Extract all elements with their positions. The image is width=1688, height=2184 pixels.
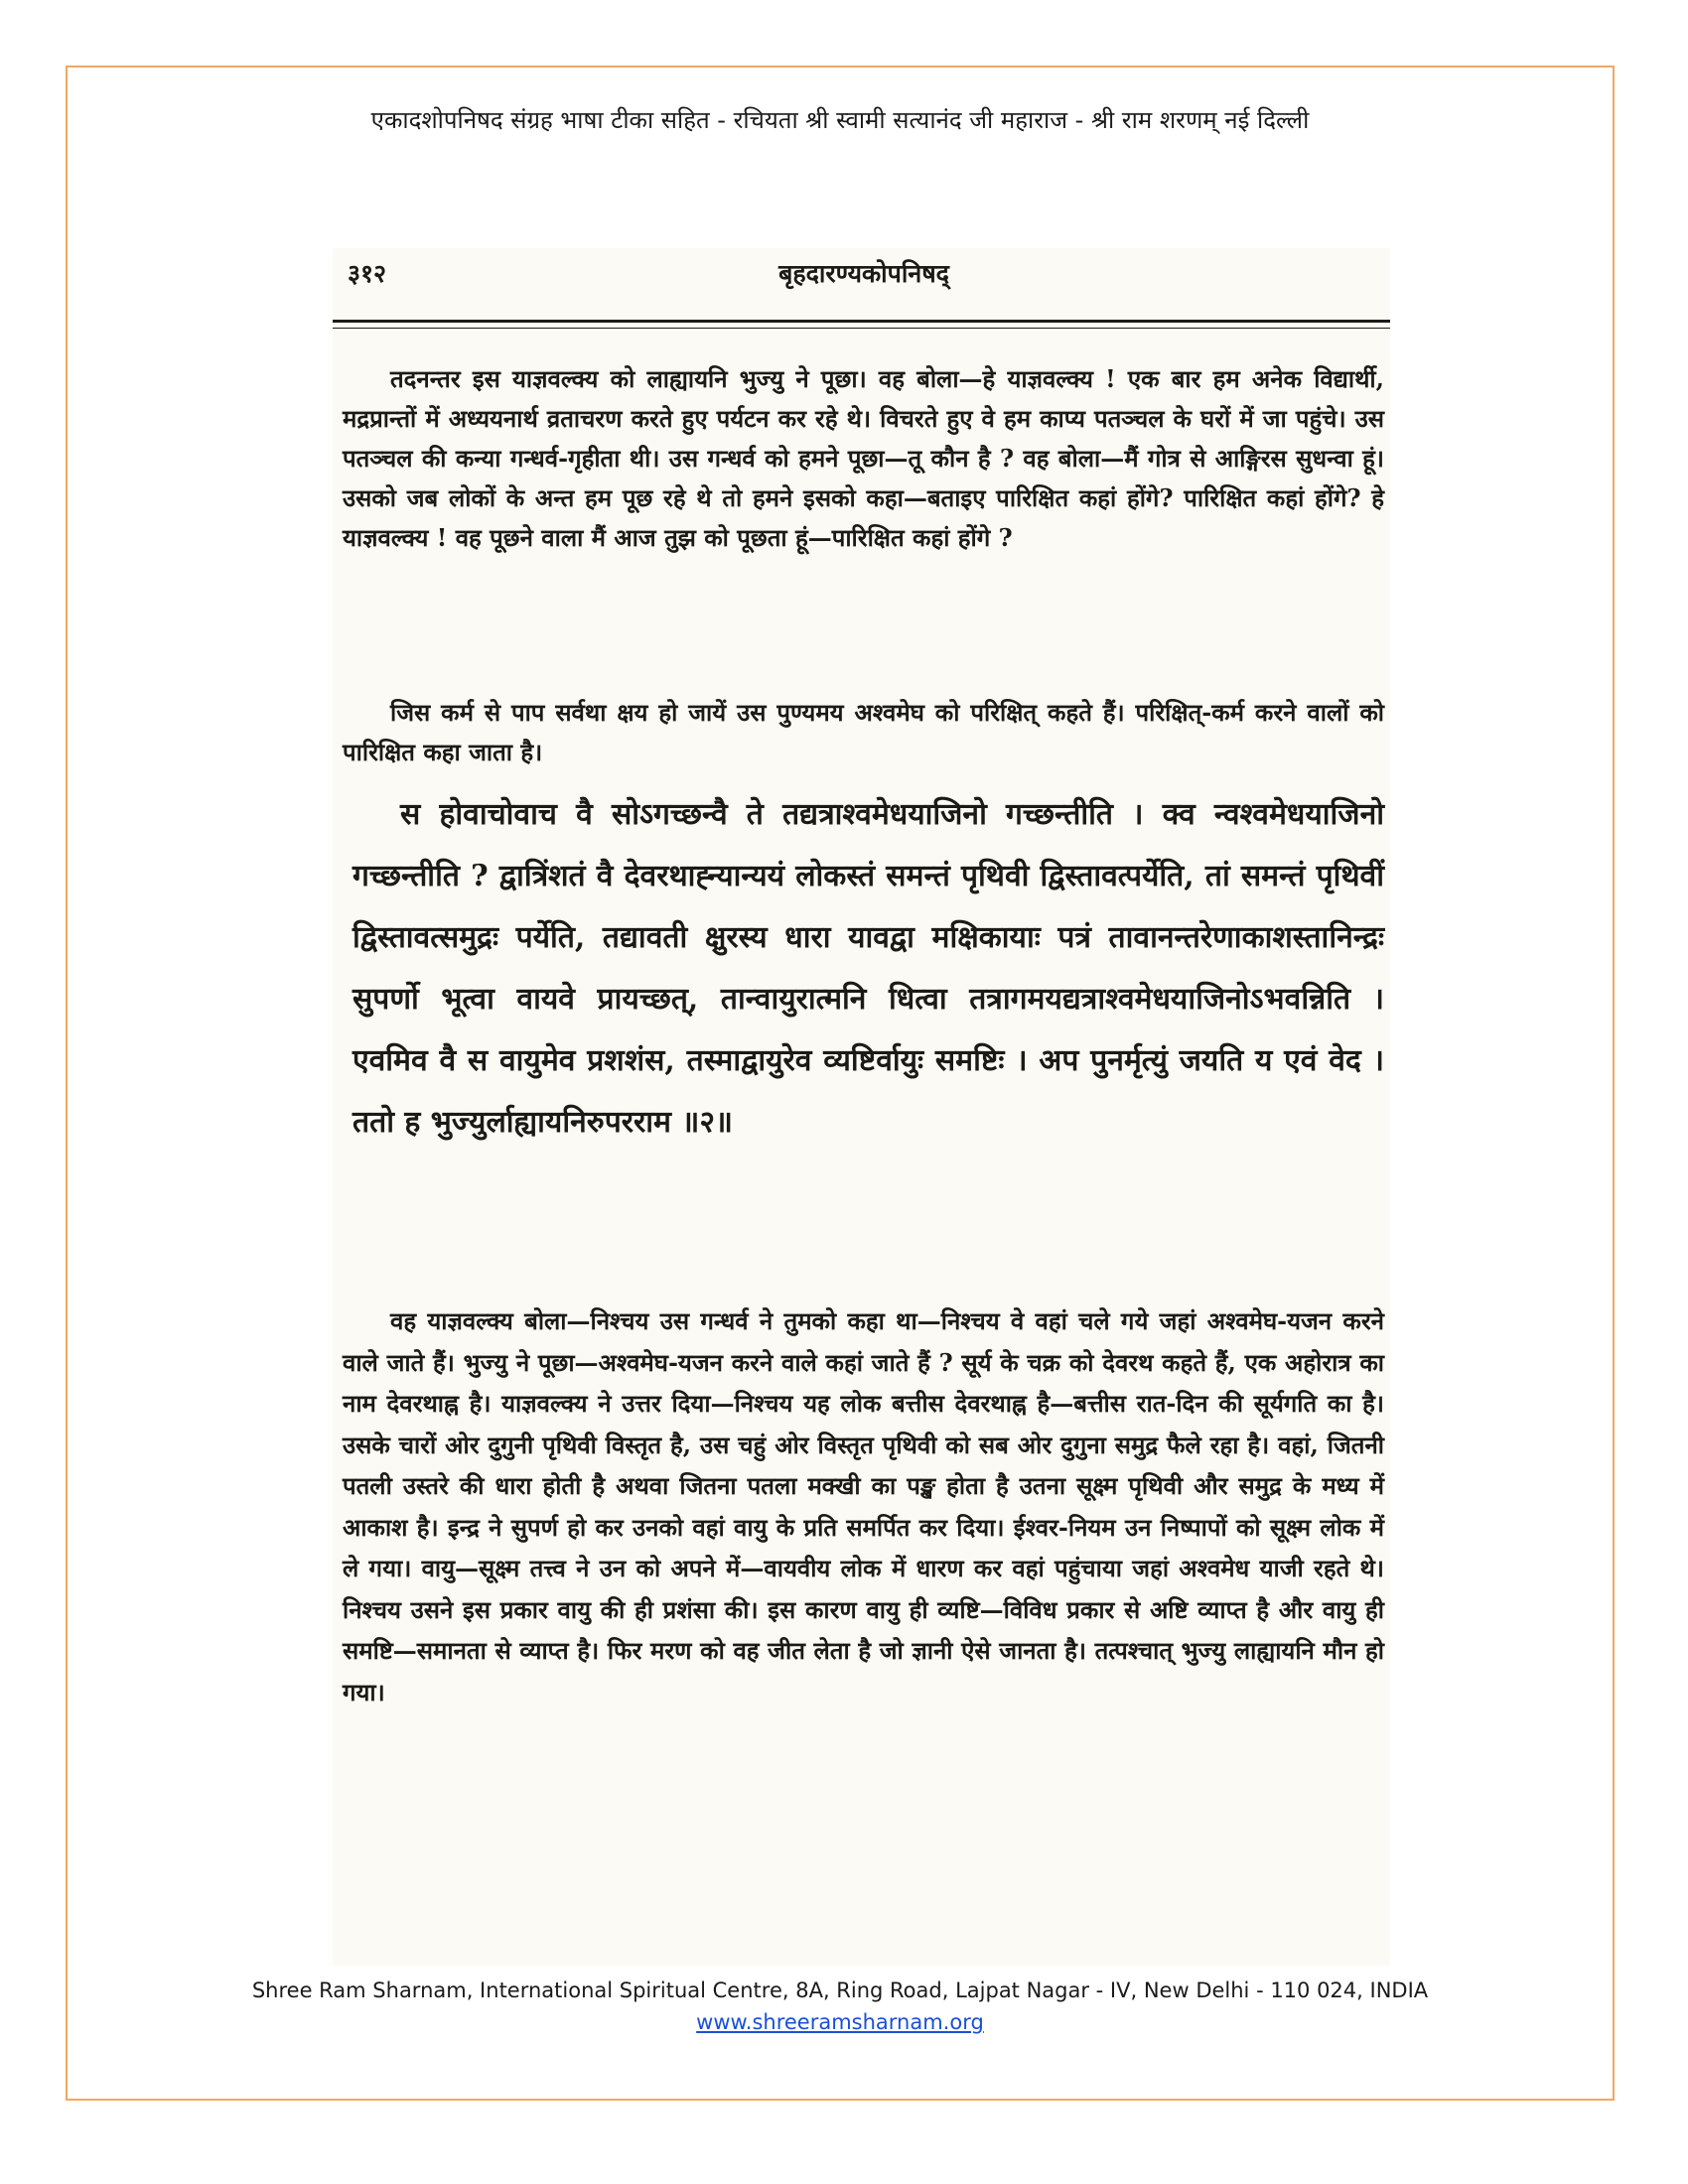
footer-link-wrap — [66, 2010, 1615, 2034]
sanskrit-mantra — [343, 784, 1384, 1154]
scan-header — [348, 256, 1380, 296]
translation-text-3: वह याज्ञवल्क्य बोला—निश्चय उस गन्धर्व ने तुमको कहा था—निश्चय वे वहां चले गये जहां अश्वमेघ-यजन करने वाले जाते हैं। भुज्यु ने पूछा—अश्वमेघ-यजन करने वाले कहां जाते हैं ? सूर्य के चक्र को देवरथ कहते हैं, एक अहोरात्र का नाम देवरथाह्न है। याज्ञवल्क्य ने उत्तर दिया—निश्चय यह लोक बत्तीस देवरथाह्न है—बत्तीस रात-दिन की सूर्यगति का है। उसके चारों ओर दुगुनी पृथिवी विस्तृत है, उस चहुं ओर विस्तृत पृथिवी को सब ओर दुगुना समुद्र फैले रहा है। वहां, जितनी पतली उस्तरे की धारा होती है अथवा जितना पतला मक्खी का पङ्ख होता है उतना सूक्ष्म पृथिवी और समुद्र के मध्य में आकाश है। इन्द्र ने सुपर्ण हो कर उनको वहां वायु के प्रति समर्पित कर दिया। ईश्वर-नियम उन निष्पापों को सूक्ष्म लोक में ले गया। वायु—सूक्ष्म तत्त्व ने उन को अपने में—वायवीय लोक में धारण कर वहां पहुंचाया जहां अश्वमेध याजी रहते थे। निश्चय उसने इस प्रकार वायु की ही प्रशंसा की। इस कारण वायु ही व्यष्टि—विविध प्रकार से अष्टि व्याप्त है और वायु ही समष्टि—समानता से व्याप्त है। फिर मरण को वह जीत लेता है जो ज्ञानी ऐसे जानता है। तत्पश्चात् भुज्यु लाह्यायनि मौन हो गया। — [343, 1306, 1384, 1706]
header-rule-thick — [333, 320, 1390, 323]
mantra-text: स होवाचोवाच वै सोऽगच्छन्वै ते तद्यत्राश्वमेधयाजिनो गच्छन्तीति । क्व न्वश्वमेधयाजिनो गच्छन्तीति ? द्वात्रिंशतं वै देवरथाह्न्यान्ययं लोकस्तं समन्तं पृथिवी द्विस्तावत्पर्येति, तां समन्तं पृथिवीं द्विस्तावत्समुद्रः पर्येति, तद्यावती क्षुरस्य धारा यावद्वा मक्षिकायाः पत्रं तावानन्तरेणाकाशस्तानिन्द्रः सुपर्णो भूत्वा वायवे प्रायच्छत्, तान्वायुरात्मनि धित्वा तत्रागमयद्यत्राश्वमेधयाजिनोऽभवन्निति । एवमिव वै स वायुमेव प्रशशंस, तस्माद्वायुरेव व्यष्टिर्वायुः समष्टिः । अप पुनर्मृत्युं जयति य एवं वेद । ततो ह भुज्युर्लाह्यायनिरुपरराम ॥२॥ — [352, 797, 1384, 1140]
header-rule-thin — [333, 328, 1390, 329]
website-link[interactable]: www.shreeramsharnam.org — [696, 2010, 984, 2034]
translation-paragraph-2 — [343, 693, 1384, 772]
translation-paragraph-3 — [343, 1300, 1384, 1712]
document-header: एकादशोपनिषद संग्रह भाषा टीका सहित - रचियता श्री स्वामी सत्यानंद जी महाराज - श्री राम शरणम् नई दिल्ली — [370, 106, 1310, 134]
translation-paragraph-1 — [343, 359, 1384, 558]
translation-text-2: जिस कर्म से पाप सर्वथा क्षय हो जायें उस पुण्यमय अश्वमेघ को परिक्षित् कहते हैं। परिक्षित्-कर्म करने वालों को पारिक्षित कहा जाता है। — [343, 698, 1384, 766]
footer-address: Shree Ram Sharnam, International Spiritual Centre, 8A, Ring Road, Lajpat Nagar - IV, New Delhi - 110 024, INDIA — [251, 1979, 1429, 2002]
page-number: ३१२ — [348, 259, 387, 288]
translation-text-1: तदनन्तर इस याज्ञवल्क्य को लाह्यायनि भुज्यु ने पूछा। वह बोला—हे याज्ञवल्क्य ! एक बार हम अनेक विद्यार्थी, मद्रप्रान्तों में अध्ययनार्थ व्रताचरण करते हुए पर्यटन कर रहे थे। विचरते हुए वे हम काप्य पतञ्चल के घरों में जा पहुंचे। उस पतञ्चल की कन्या गन्धर्व-गृहीता थी। उस गन्धर्व को हमने पूछा—तू कौन है ? वह बोला—मैं गोत्र से आङ्गिरस सुधन्वा हूं। उसको जब लोकों के अन्त हम पूछ रहे थे तो हमने इसको कहा—बताइए पारिक्षित कहां होंगे? पारिक्षित कहां होंगे? हे याज्ञवल्क्य ! वह पूछने वाला मैं आज तुझ को पूछता हूं—पारिक्षित कहां होंगे ? — [343, 364, 1384, 552]
running-title: बृहदारण्यकोपनिषद् — [778, 259, 949, 288]
scanned-page — [333, 248, 1390, 1966]
